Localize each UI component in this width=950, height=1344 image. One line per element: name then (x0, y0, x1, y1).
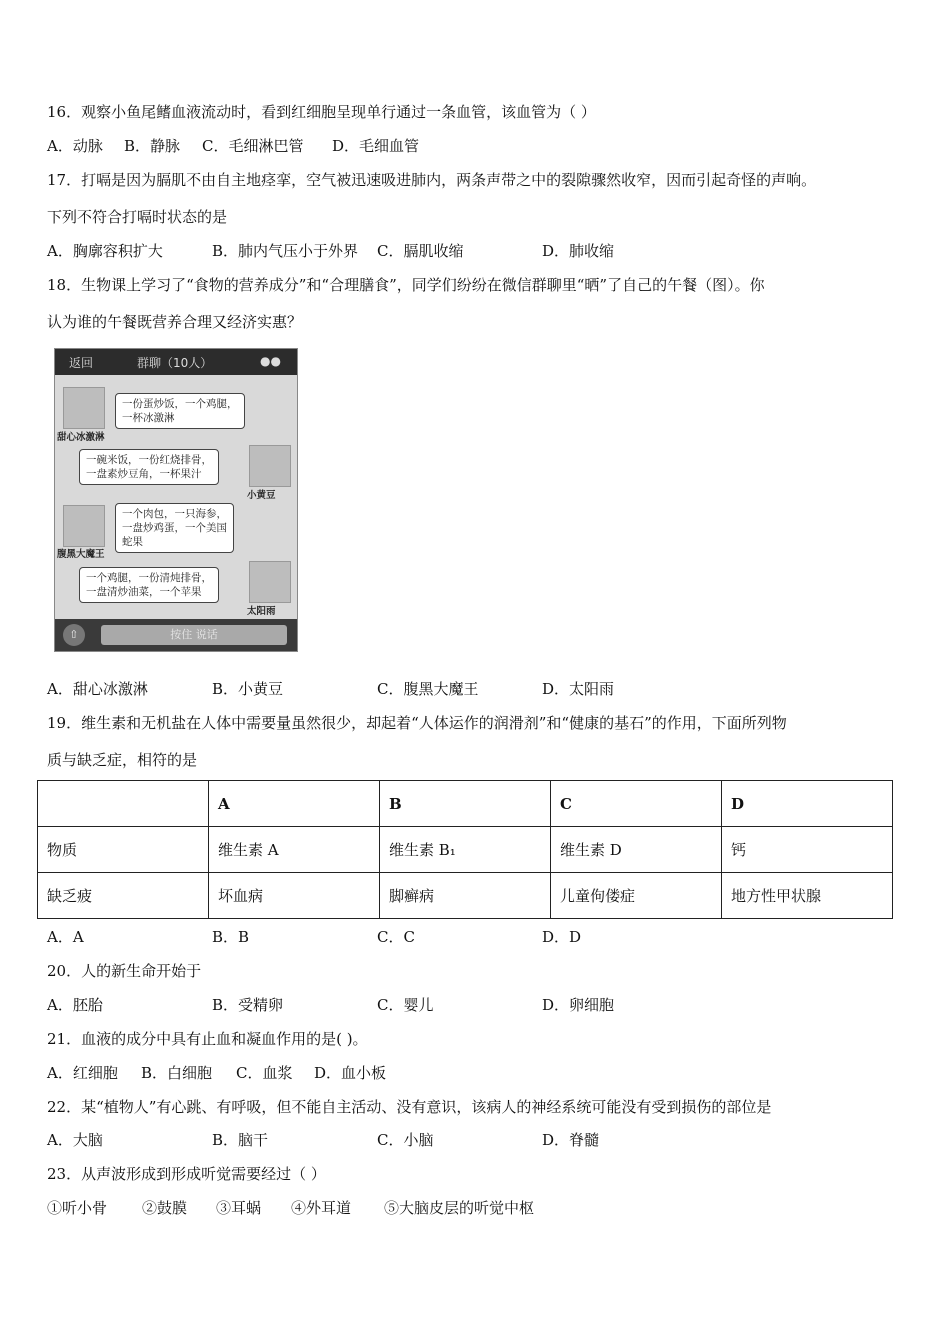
avatar (249, 445, 291, 487)
q17-option-b: B．肺内气压小于外界 (212, 242, 359, 260)
wechat-group-chat-screenshot (54, 348, 298, 652)
table-cell: 物质 (38, 827, 209, 873)
q21-option-b: B．白细胞 (141, 1064, 213, 1082)
q22-option-a: A．大脑 (47, 1131, 103, 1149)
vitamin-deficiency-table (37, 780, 893, 919)
q21-option-c: C．血浆 (236, 1064, 293, 1082)
q22-option-b: B．脑干 (212, 1131, 269, 1149)
q23-item-4: ④外耳道 (291, 1199, 352, 1217)
q18-option-d: D．太阳雨 (542, 680, 615, 698)
q22-stem: 22．某“植物人”有心跳、有呼吸，但不能自主活动、没有意识，该病人的神经系统可能没有受到损伤的部位是 (47, 1098, 772, 1116)
table-row (38, 873, 893, 919)
table-cell: 维生素 B₁ (380, 827, 551, 873)
q19-option-a: A．A (47, 928, 84, 946)
q19-option-d: D．D (542, 928, 582, 946)
table-cell: C (551, 781, 722, 827)
table-cell: B (380, 781, 551, 827)
back-button: 返回 (69, 356, 94, 370)
hold-to-talk-button: 按住 说话 (101, 625, 287, 645)
chat-message-line: 一盘素炒豆角，一杯果汁 (86, 468, 202, 480)
table-cell: A (209, 781, 380, 827)
chat-bubble (115, 503, 234, 553)
q17-option-c: C．膈肌收缩 (377, 242, 464, 260)
q18-stem-line2: 认为谁的午餐既营养合理又经济实惠？ (47, 313, 303, 331)
table-cell (38, 781, 209, 827)
chat-bubble (115, 393, 245, 429)
chat-user-name: 小黄豆 (247, 490, 276, 501)
chat-user-name: 腹黑大魔王 (57, 549, 105, 560)
chat-user-name: 甜心冰激淋 (57, 432, 105, 443)
chat-bubble (79, 449, 219, 485)
q17-option-d: D．肺收缩 (542, 242, 615, 260)
chat-bubble (79, 567, 219, 603)
q16-stem: 16．观察小鱼尾鳍血液流动时，看到红细胞呈现单行通过一条血管，该血管为（ ） (47, 103, 596, 121)
q23-stem: 23．从声波形成到形成听觉需要经过（ ） (47, 1165, 326, 1183)
q17-stem-line1: 17．打嗝是因为膈肌不由自主地痉挛，空气被迅速吸进肺内，两条声带之中的裂隙骤然收窄，因而引起奇怪的声响。 (47, 171, 817, 189)
chat-message-line: 一盘炒鸡蛋，一个美国 (122, 522, 227, 534)
table-cell: 维生素 A (209, 827, 380, 873)
q18-stem-line1: 18．生物课上学习了“食物的营养成分”和“合理膳食”，同学们纷纷在微信群聊里“晒”了自己的午餐（图）。你 (47, 276, 765, 294)
chat-message-line: 一杯冰激淋 (122, 412, 175, 424)
chat-message-line: 一个肉包，一只海参， (122, 508, 227, 520)
q23-item-1: ①听小骨 (47, 1199, 108, 1217)
q18-option-b: B．小黄豆 (212, 680, 284, 698)
chat-top-bar (55, 349, 297, 375)
chevron-up-icon: ⇧ (63, 624, 85, 646)
group-members-icon: ●● (260, 354, 281, 368)
chat-message-line: 一碗米饭，一份红烧排骨， (86, 454, 212, 466)
q23-item-5: ⑤大脑皮层的听觉中枢 (384, 1199, 535, 1217)
avatar (63, 505, 105, 547)
avatar (63, 387, 105, 429)
q20-option-c: C．婴儿 (377, 996, 434, 1014)
q20-option-a: A．胚胎 (47, 996, 103, 1014)
q17-stem-line2: 下列不符合打嗝时状态的是 (47, 208, 228, 226)
table-cell: 维生素 D (551, 827, 722, 873)
table-cell: 地方性甲状腺 (722, 873, 893, 919)
chat-message-line: 一份蛋炒饭，一个鸡腿， (122, 398, 238, 410)
table-cell: D (722, 781, 893, 827)
q22-option-d: D．脊髓 (542, 1131, 600, 1149)
avatar (249, 561, 291, 603)
q18-option-a: A．甜心冰激淋 (47, 680, 148, 698)
chat-message-line: 蛇果 (122, 536, 143, 548)
table-cell: 缺乏疲 (38, 873, 209, 919)
q21-option-a: A．红细胞 (47, 1064, 118, 1082)
q17-option-a: A．胸廓容积扩大 (47, 242, 163, 260)
q20-option-b: B．受精卵 (212, 996, 284, 1014)
q19-option-c: C．C (377, 928, 415, 946)
q19-stem-line2: 质与缺乏症，相符的是 (47, 751, 198, 769)
q19-option-b: B．B (212, 928, 250, 946)
q21-option-d: D．血小板 (314, 1064, 387, 1082)
chat-user-name: 太阳雨 (247, 606, 276, 617)
q16-option-b: B．静脉 (124, 137, 181, 155)
q23-item-3: ③耳蜗 (216, 1199, 262, 1217)
q16-option-c: C．毛细淋巴管 (202, 137, 304, 155)
q16-option-d: D．毛细血管 (332, 137, 420, 155)
table-cell: 钙 (722, 827, 893, 873)
q18-option-c: C．腹黑大魔王 (377, 680, 479, 698)
q22-option-c: C．小脑 (377, 1131, 434, 1149)
q20-stem: 20．人的新生命开始于 (47, 962, 202, 980)
chat-message-line: 一盘清炒油菜，一个苹果 (86, 586, 202, 598)
q20-option-d: D．卵细胞 (542, 996, 615, 1014)
table-row (38, 827, 893, 873)
table-cell: 坏血病 (209, 873, 380, 919)
q19-stem-line1: 19．维生素和无机盐在人体中需要量虽然很少，却起着“人体运作的润滑剂”和“健康的基石”的作用，下面所列物 (47, 714, 787, 732)
chat-message-line: 一个鸡腿，一份清炖排骨， (86, 572, 212, 584)
table-cell: 脚癣病 (380, 873, 551, 919)
table-header-row (38, 781, 893, 827)
q16-option-a: A．动脉 (47, 137, 103, 155)
table-cell: 儿童佝偻症 (551, 873, 722, 919)
chat-title: 群聊（10人） (137, 356, 213, 370)
q23-item-2: ②鼓膜 (142, 1199, 188, 1217)
chat-input-bar (55, 619, 297, 651)
q21-stem: 21．血液的成分中具有止血和凝血作用的是( )。 (47, 1030, 368, 1048)
